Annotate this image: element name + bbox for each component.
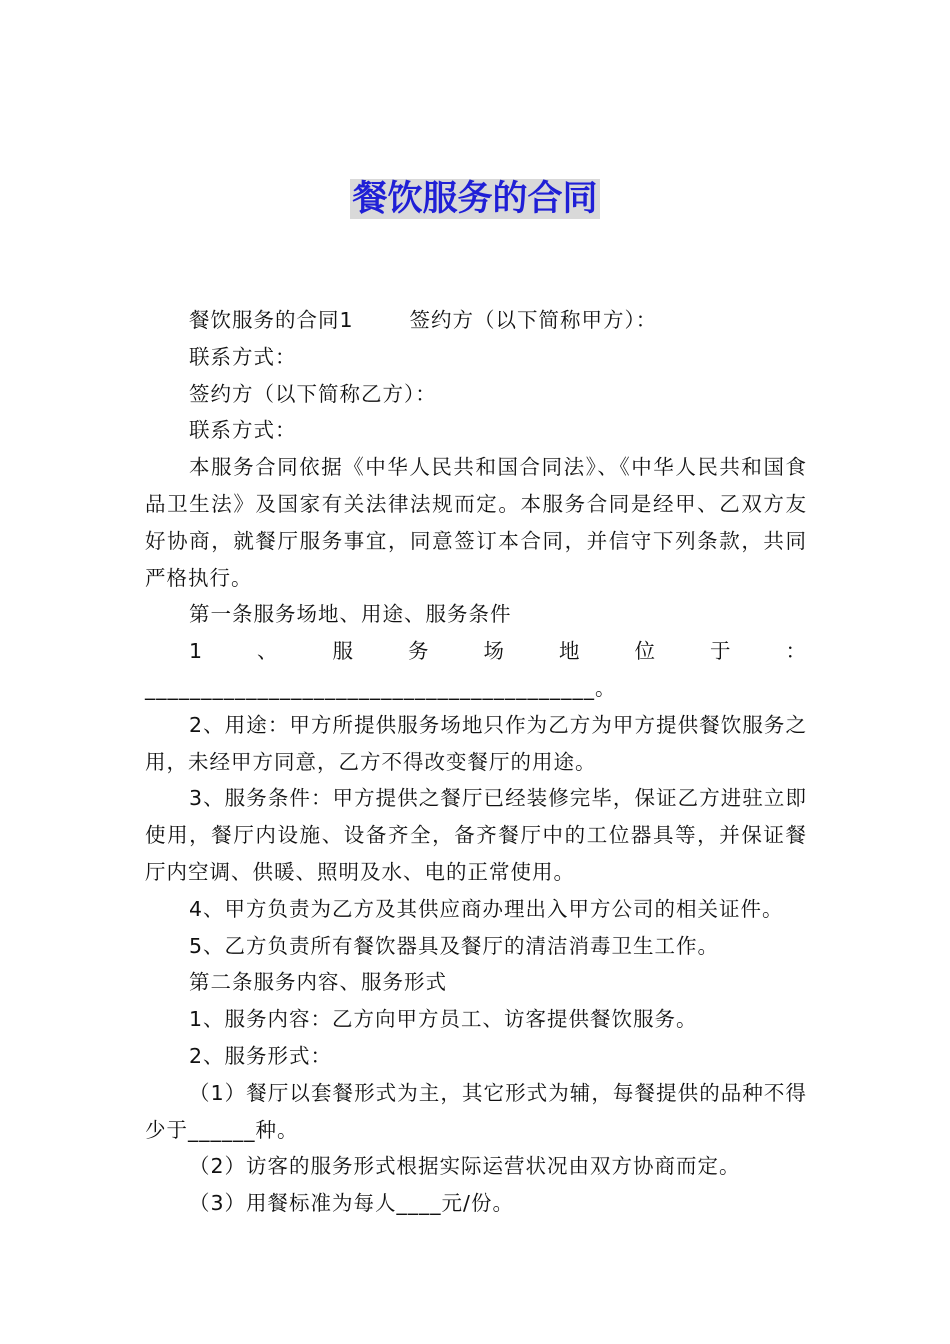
- article-1-heading: 第一条服务场地、用途、服务条件: [189, 602, 512, 627]
- article-1-clause-5: 5、乙方负责所有餐饮器具及餐厅的清洁消毒卫生工作。: [189, 933, 720, 958]
- article-2-item-3: （3）用餐标准为每人____元/份。: [189, 1191, 514, 1216]
- paragraph-party-a-contact: 联系方式：: [189, 344, 297, 369]
- paragraph-party-b-contact: 联系方式：: [189, 418, 297, 443]
- article-2-clause-2: 2、服务形式：: [189, 1043, 333, 1068]
- page-title-text: 餐饮服务的合同: [352, 179, 598, 219]
- article-2-item-1: （1）餐厅以套餐形式为主，其它形式为辅，每餐提供的品种不得少于______种。: [145, 1080, 807, 1142]
- contract-body: [145, 302, 807, 1222]
- article-2-clause-1: 1、服务内容：乙方向甲方员工、访客提供餐饮服务。: [189, 1007, 698, 1032]
- article-1-clause-3: 3、服务条件：甲方提供之餐厅已经装修完毕，保证乙方进驻立即使用，餐厅内设施、设备齐全，备齐餐厅中的工位器具等，并保证餐厅内空调、供暖、照明及水、电的正常使用。: [145, 786, 807, 884]
- party-a-label: 签约方（以下简称甲方）：: [409, 308, 658, 332]
- paragraph-preamble: 本服务合同依据《中华人民共和国合同法》、《中华人民共和国食品卫生法》及国家有关法律法规而定。本服务合同是经甲、乙双方友好协商，就餐厅服务事宜，同意签订本合同，并信守下列条款，共同严格执行。: [145, 455, 807, 590]
- paragraph-party-b: 签约方（以下简称乙方）：: [189, 381, 437, 406]
- article-2-item-2: （2）访客的服务形式根据实际运营状况由双方协商而定。: [189, 1154, 741, 1179]
- article-1-clause-4: 4、甲方负责为乙方及其供应商办理出入甲方公司的相关证件。: [189, 896, 784, 921]
- paragraph-contract-header: [145, 302, 807, 339]
- article-1-clause-2: 2、用途：甲方所提供服务场地只作为乙方为甲方提供餐饮服务之用，未经甲方同意，乙方不得改变餐厅的用途。: [145, 712, 807, 774]
- article-1-clause-1: 1、服务场地位于：________________________________________。: [145, 639, 807, 700]
- contract-number: 餐饮服务的合同1: [189, 308, 354, 332]
- page-title: [0, 176, 950, 222]
- article-2-heading: 第二条服务内容、服务形式: [189, 970, 447, 995]
